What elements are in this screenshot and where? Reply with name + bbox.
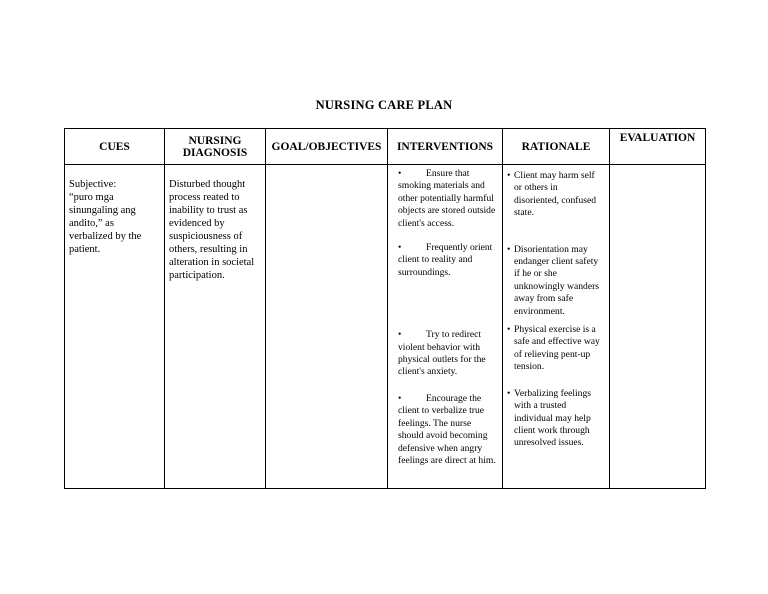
page-title: NURSING CARE PLAN <box>315 98 453 112</box>
bullet-icon: • <box>507 387 511 399</box>
header-evaluation: EVALUATION <box>610 129 706 165</box>
header-interventions: INTERVENTIONS <box>388 129 503 165</box>
diagnosis-text: Disturbed thought process reated to inability to trust as evidenced by suspiciousness of others, resulting in alteration in societal participation. <box>169 179 255 281</box>
bullet-icon: • <box>507 324 511 336</box>
cues-cell <box>65 165 165 489</box>
bullet-icon: • <box>398 392 402 404</box>
bullet-icon: • <box>398 168 402 179</box>
bullet-icon: • <box>507 243 511 255</box>
interventions-cell <box>388 165 503 489</box>
goals-text <box>266 165 387 178</box>
rationale-item: • Disorientation may endanger client safety if he or she unknowingly wanders away from safe environment. <box>507 243 599 317</box>
evaluation-cell <box>610 165 706 489</box>
cues-text: Subjective: “puro mga sinungaling ang andito,” as verbalized by the patient. <box>69 179 142 255</box>
content-row <box>65 165 706 489</box>
bullet-icon: • <box>507 170 511 181</box>
header-goals: GOAL/OBJECTIVES <box>266 129 388 165</box>
goals-cell <box>266 165 388 489</box>
intervention-item: • Frequently orient client to reality and surroundings. <box>398 242 493 278</box>
header-row <box>65 129 706 165</box>
intervention-item: • Ensure that smoking materials and other potentially harmful objects are stored outside client's access. <box>398 168 496 229</box>
rationale-item: • Client may harm self or others in disoriented, confused state. <box>507 170 597 219</box>
header-diagnosis: NURSING DIAGNOSIS <box>165 129 266 165</box>
evaluation-text <box>610 165 705 178</box>
care-plan-table <box>64 128 706 489</box>
diagnosis-cell <box>165 165 266 489</box>
rationale-cell <box>503 165 610 489</box>
rationale-item: • Verbalizing feelings with a trusted individual may help client work through unresolved issues. <box>507 387 591 449</box>
intervention-item: • Encourage the client to verbalize true feelings. The nurse should avoid becoming defensive when angry feelings are direct at him. <box>398 392 496 466</box>
header-cues: CUES <box>65 129 165 165</box>
bullet-icon: • <box>398 242 402 254</box>
intervention-item: • Try to redirect violent behavior with physical outlets for the client's anxiety. <box>398 329 486 378</box>
rationale-item: • Physical exercise is a safe and effective way of relieving pent-up tension. <box>507 324 600 373</box>
header-rationale: RATIONALE <box>503 129 610 165</box>
bullet-icon: • <box>398 329 402 341</box>
